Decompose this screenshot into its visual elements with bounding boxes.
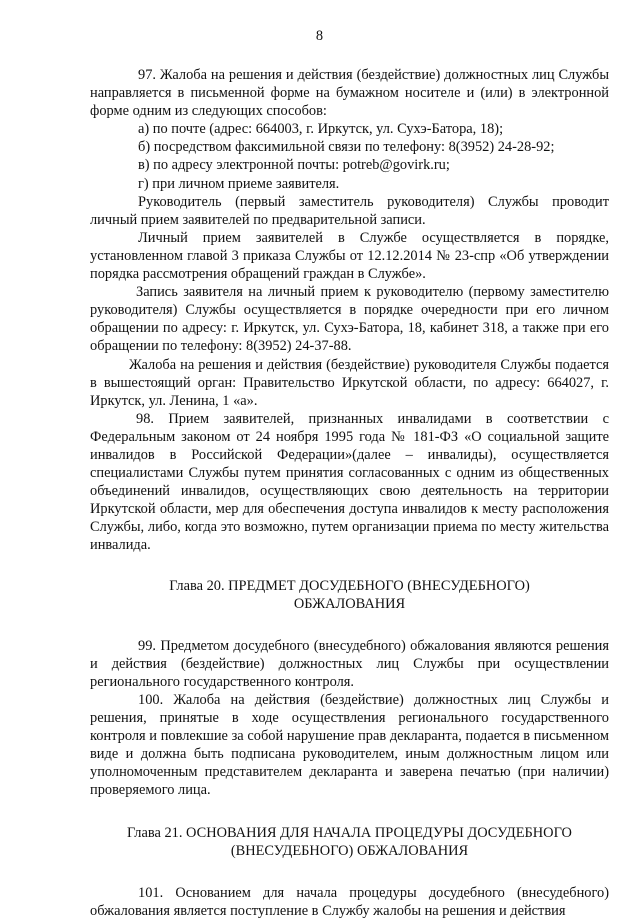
paragraph-100: 100. Жалоба на действия (бездействие) должностных лиц Службы и решения, принятые в ходе осуществления регионального государственного контроля и повлекшие за собой нарушение прав декларанта, подается в письменном виде и должна быть подписана руководителем, иным должностным лицом или уполномоченным представителем декларанта и заверена печатью (при наличии) проверяемого лица.	[90, 692, 609, 799]
chapter-21-heading	[90, 800, 609, 884]
list-item-post: а) по почте (адрес: 664003, г. Иркутск, ул. Сухэ-Батора, 18);	[138, 121, 504, 138]
chapter-20-line-2: ОБЖАЛОВАНИЯ	[293, 595, 406, 612]
list-item-email: в) по адресу электронной почты: potreb@govirk.ru;	[138, 157, 450, 174]
list-item-personal: г) при личном приеме заявителя.	[138, 175, 340, 192]
paragraph-101: 101. Основанием для начала процедуры досудебного (внесудебного) обжалования является поступление в Службу жалобы на решения и действия	[90, 884, 609, 919]
paragraph-personal-reception: Личный прием заявителей в Службе осуществляется в порядке, установленном главой 3 приказа Службы от 12.12.2014 № 23-спр «Об утверждении порядка рассмотрения обращений граждан в Службе».	[90, 229, 609, 283]
paragraph-97: 97. Жалоба на решения и действия (бездействие) должностных лиц Службы направляется в письменной форме на бумажном носителе и (или) в электронной форме одним из следующих способов:	[90, 67, 609, 120]
paragraph-99: 99. Предметом досудебного (внесудебного) обжалования являются решения и действия (бездействие) должностных лиц Службы при осуществлении регионального государственного контроля.	[90, 637, 609, 690]
list-item-fax: б) посредством факсимильной связи по телефону: 8(3952) 24-28-92;	[138, 139, 555, 156]
paragraph-98: 98. Прием заявителей, признанных инвалидами в соответствии с Федеральным законом от 24 ноября 1995 года № 181-ФЗ «О социальной защите инвалидов в Российской Федерации»(далее – инвалиды), осуществляется специалистами Службы путем принятия согласованных с одним из общественных объединений инвалидов, осуществляющих свою деятельность на территории Иркутской области, мер для обеспечения доступа инвалидов к месту расположения Службы, либо, когда это возможно, путем организации приема по месту жительства инвалида.	[90, 410, 609, 554]
chapter-21-line-2: (ВНЕСУДЕБНОГО) ОБЖАЛОВАНИЯ	[230, 842, 469, 859]
document-body	[90, 66, 609, 920]
paragraph-head-reception: Руководитель (первый заместитель руководителя) Службы проводит личный прием заявителей по предварительной записи.	[90, 193, 609, 228]
page-number: 8	[315, 28, 324, 44]
paragraph-record: Запись заявителя на личный прием к руководителю (первому заместителю руководителя) Службы осуществляется в порядке очередности при его личном обращении по адресу: г. Иркутск, ул. Сухэ-Батора, 18, кабинет 318, а также при его обращении по телефону: 8(3952) 24-37-88.	[90, 284, 609, 355]
chapter-20-line-1: Глава 20. ПРЕДМЕТ ДОСУДЕБНОГО (ВНЕСУДЕБНОГО)	[169, 577, 530, 594]
paragraph-complaint-head: Жалоба на решения и действия (бездействие) руководителя Службы подается в вышестоящий орган: Правительство Иркутской области, по адресу: 664027, г. Иркутск, ул. Ленина, 1 «а».	[90, 356, 609, 409]
chapter-21-line-1: Глава 21. ОСНОВАНИЯ ДЛЯ НАЧАЛА ПРОЦЕДУРЫ ДОСУДЕБНОГО	[127, 824, 572, 841]
chapter-20-heading	[90, 555, 609, 637]
